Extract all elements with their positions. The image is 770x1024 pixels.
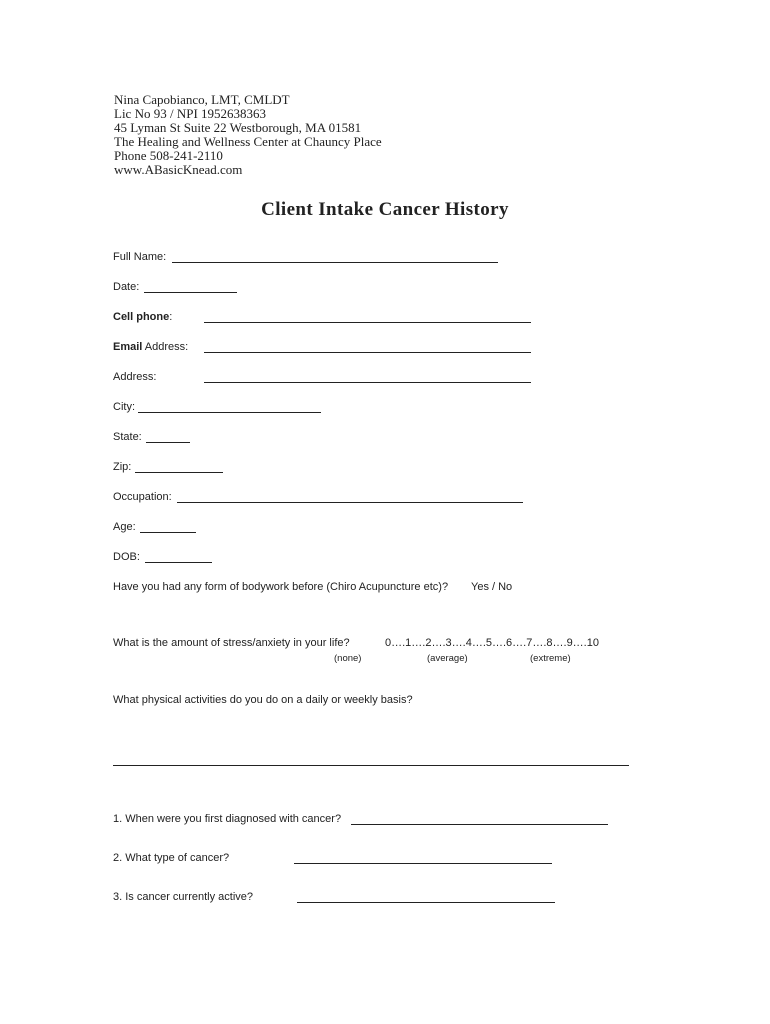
license-number: Lic No 93 / NPI 1952638363 — [114, 106, 267, 121]
city-label: City: — [113, 401, 135, 413]
stress-question: What is the amount of stress/anxiety in your life? — [113, 637, 350, 649]
city-field[interactable] — [138, 412, 321, 413]
dob-field[interactable] — [145, 562, 212, 563]
website: www.ABasicKnead.com — [114, 162, 243, 177]
occupation-field[interactable] — [177, 502, 523, 503]
cell-phone-label-bold: Cell phone — [113, 311, 170, 323]
cell-phone-colon: : — [169, 311, 173, 323]
email-label-bold: Email — [113, 341, 143, 353]
cancer-active-field[interactable] — [297, 902, 555, 903]
stress-extreme-label: (extreme) — [530, 653, 571, 664]
practitioner-header — [114, 93, 382, 177]
cancer-active-question: 3. Is cancer currently active? — [113, 891, 254, 903]
age-field[interactable] — [140, 532, 196, 533]
email-field[interactable] — [204, 352, 531, 353]
date-label: Date: — [113, 281, 140, 293]
email-label — [113, 341, 188, 353]
diagnosis-question: 1. When were you first diagnosed with cancer? — [113, 813, 342, 825]
occupation-label: Occupation: — [113, 491, 172, 503]
activities-question: What physical activities do you do on a daily or weekly basis? — [113, 694, 413, 706]
date-field[interactable] — [144, 292, 237, 293]
dob-label: DOB: — [113, 551, 140, 563]
diagnosis-field[interactable] — [351, 824, 608, 825]
full-name-field[interactable] — [172, 262, 498, 263]
state-label: State: — [113, 431, 142, 443]
zip-label: Zip: — [113, 461, 132, 473]
street-address: 45 Lyman St Suite 22 Westborough, MA 01581 — [114, 120, 362, 135]
cancer-type-question: 2. What type of cancer? — [113, 852, 230, 864]
bodywork-options[interactable]: Yes / No — [471, 581, 513, 593]
bodywork-question: Have you had any form of bodywork before (Chiro Acupuncture etc)? — [113, 581, 449, 593]
cell-phone-field[interactable] — [204, 322, 531, 323]
address-field[interactable] — [204, 382, 531, 383]
state-field[interactable] — [146, 442, 190, 443]
practitioner-name: Nina Capobianco, LMT, CMLDT — [114, 92, 290, 107]
zip-field[interactable] — [135, 472, 223, 473]
stress-average-label: (average) — [427, 653, 468, 664]
address-label: Address: — [113, 371, 157, 383]
cell-phone-label — [113, 311, 172, 323]
phone-number: Phone 508-241-2110 — [114, 148, 223, 163]
cancer-type-field[interactable] — [294, 863, 552, 864]
activities-field[interactable] — [113, 765, 629, 766]
email-label-rest: Address: — [142, 341, 189, 353]
page-title: Client Intake Cancer History — [261, 199, 509, 220]
full-name-label: Full Name: — [113, 251, 167, 263]
age-label: Age: — [113, 521, 136, 533]
stress-none-label: (none) — [334, 653, 362, 664]
center-name: The Healing and Wellness Center at Chauncy Place — [114, 134, 382, 149]
stress-scale[interactable]: 0….1….2….3….4….5….6….7….8….9….10 — [385, 637, 599, 649]
